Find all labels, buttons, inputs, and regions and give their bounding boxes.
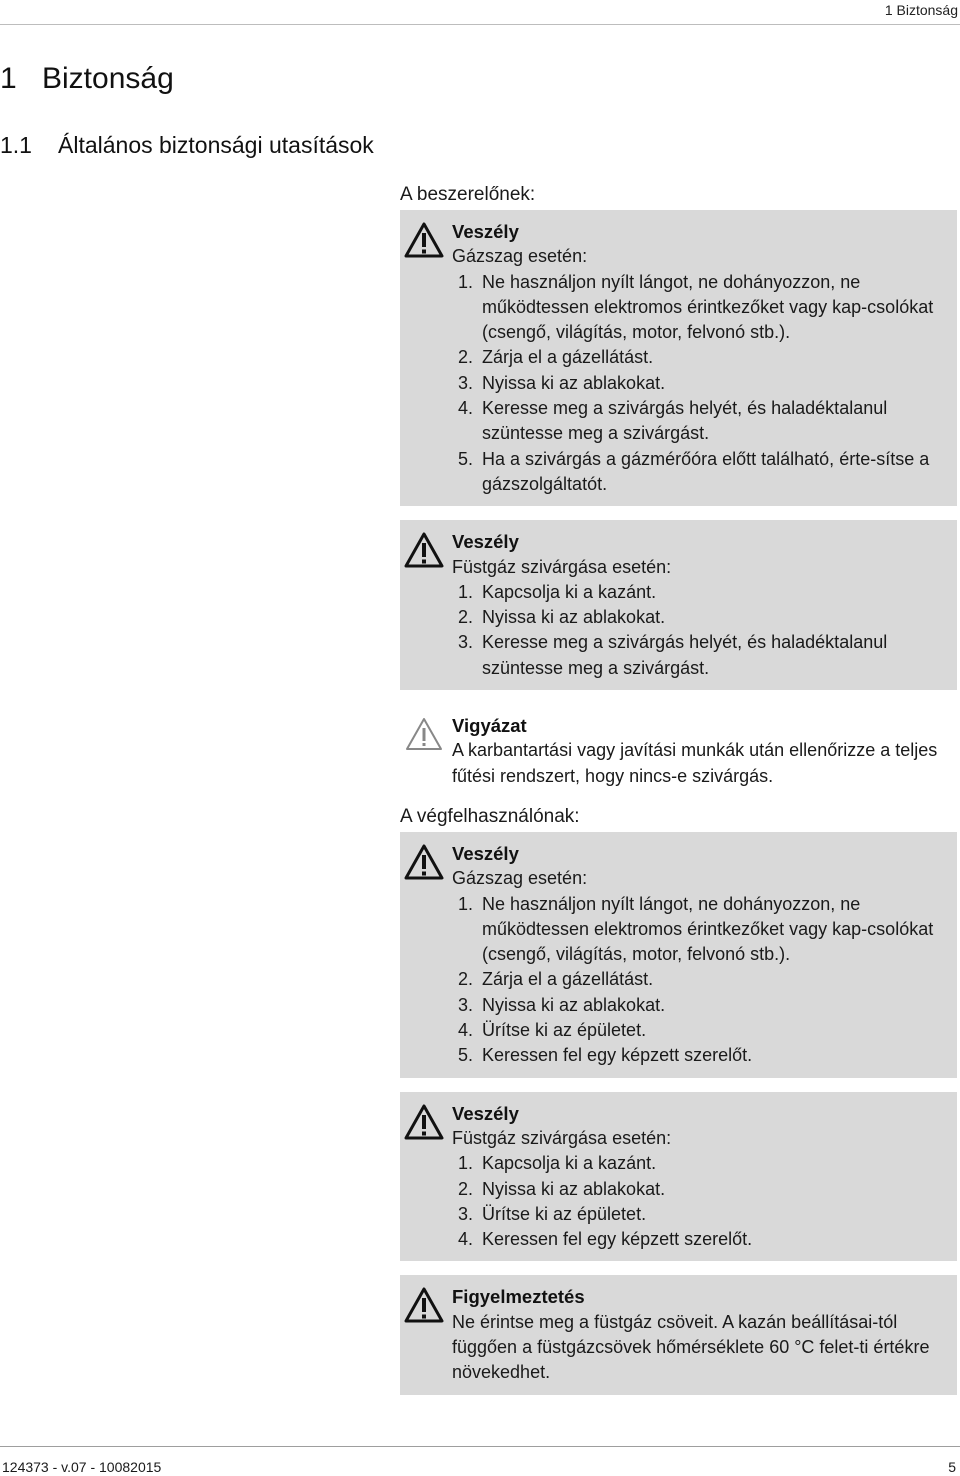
caution-text: A karbantartási vagy javítási munkák után ellenőrizze a teljes fűtési rendszert, hogy nincs-e szivárgás. <box>452 740 938 786</box>
warning-text: Ne érintse meg a füstgáz csöveit. A kazán beállításai-tól függően a füstgázcsövek hőmérséklete 60 °C felet-ti értékre növekedhet. <box>452 1311 930 1383</box>
box-title: Vigyázat <box>452 715 527 737</box>
caution-box <box>400 704 957 798</box>
section-heading <box>0 132 374 159</box>
section-title: Általános biztonsági utasítások <box>58 132 374 158</box>
warning-triangle-icon <box>404 222 444 258</box>
list-item: 3. Keresse meg a szivárgás helyét, és haladéktalanul szüntesse meg a szivárgást. <box>458 632 888 678</box>
box-intro: Füstgáz szivárgása esetén: <box>452 556 672 577</box>
box-title: Veszély <box>452 842 519 864</box>
instruction-list <box>452 580 947 681</box>
list-item: 2. Nyissa ki az ablakokat. <box>458 1178 666 1199</box>
list-item: 2. Nyissa ki az ablakokat. <box>458 607 666 628</box>
warning-box-fluegas-pipes <box>400 1275 957 1394</box>
list-item: 5. Ha a szivárgás a gázmérőóra előtt található, érte-sítse a gázszolgáltatót. <box>458 448 930 494</box>
instruction-list <box>452 892 947 1069</box>
chapter-title: Biztonság <box>42 62 174 95</box>
warning-triangle-outline-icon <box>404 716 444 752</box>
box-title: Veszély <box>452 531 519 553</box>
content-column <box>400 180 957 1409</box>
list-item: 1. Ne használjon nyílt lángot, ne dohányozzon, ne működtessen elektromos érintkezőket vagy kap-csolókat (csengő, világítás, motor, felvonó stb.). <box>458 893 934 965</box>
box-intro: Füstgáz szivárgása esetén: <box>452 1127 672 1148</box>
list-item: 4. Ürítse ki az épületet. <box>458 1020 647 1041</box>
instruction-list <box>452 1151 947 1252</box>
instruction-list <box>452 270 947 498</box>
chapter-heading <box>0 62 174 96</box>
box-title: Veszély <box>452 1102 519 1124</box>
list-item: 3. Ürítse ki az épületet. <box>458 1203 647 1224</box>
running-header-title: 1 Biztonság <box>884 2 958 18</box>
danger-box-gas-enduser <box>400 832 957 1078</box>
danger-box-fluegas-enduser <box>400 1092 957 1262</box>
section-number: 1.1 <box>0 132 32 158</box>
list-item: 5. Keressen fel egy képzett szerelőt. <box>458 1045 753 1066</box>
running-header <box>0 0 960 25</box>
warning-triangle-icon <box>404 844 444 880</box>
list-item: 3. Nyissa ki az ablakokat. <box>458 994 666 1015</box>
list-item: 1. Kapcsolja ki a kazánt. <box>458 1153 657 1174</box>
danger-box-fluegas-installer <box>400 520 957 690</box>
chapter-number: 1 <box>0 62 17 95</box>
box-intro: Gázszag esetén: <box>452 868 588 889</box>
warning-triangle-icon <box>404 1287 444 1323</box>
list-item: 4. Keressen fel egy képzett szerelőt. <box>458 1229 753 1250</box>
footer-divider <box>0 1446 960 1447</box>
footer-page-number: 5 <box>948 1459 956 1475</box>
box-intro: Gázszag esetén: <box>452 246 588 267</box>
danger-box-gas-installer <box>400 210 957 506</box>
footer-doc-code: 124373 - v.07 - 10082015 <box>2 1459 162 1475</box>
list-item: 2. Zárja el a gázellátást. <box>458 969 654 990</box>
installer-intro: A beszerelőnek: <box>400 184 536 205</box>
list-item: 2. Zárja el a gázellátást. <box>458 347 654 368</box>
box-title: Figyelmeztetés <box>452 1286 585 1308</box>
list-item: 3. Nyissa ki az ablakokat. <box>458 372 666 393</box>
list-item: 4. Keresse meg a szivárgás helyét, és haladéktalanul szüntesse meg a szivárgást. <box>458 398 888 444</box>
list-item: 1. Ne használjon nyílt lángot, ne dohányozzon, ne működtessen elektromos érintkezőket vagy kap-csolókat (csengő, világítás, motor, felvonó stb.). <box>458 271 934 343</box>
warning-triangle-icon <box>404 532 444 568</box>
warning-triangle-icon <box>404 1104 444 1140</box>
list-item: 1. Kapcsolja ki a kazánt. <box>458 581 657 602</box>
box-title: Veszély <box>452 221 519 242</box>
enduser-intro: A végfelhasználónak: <box>400 805 580 827</box>
